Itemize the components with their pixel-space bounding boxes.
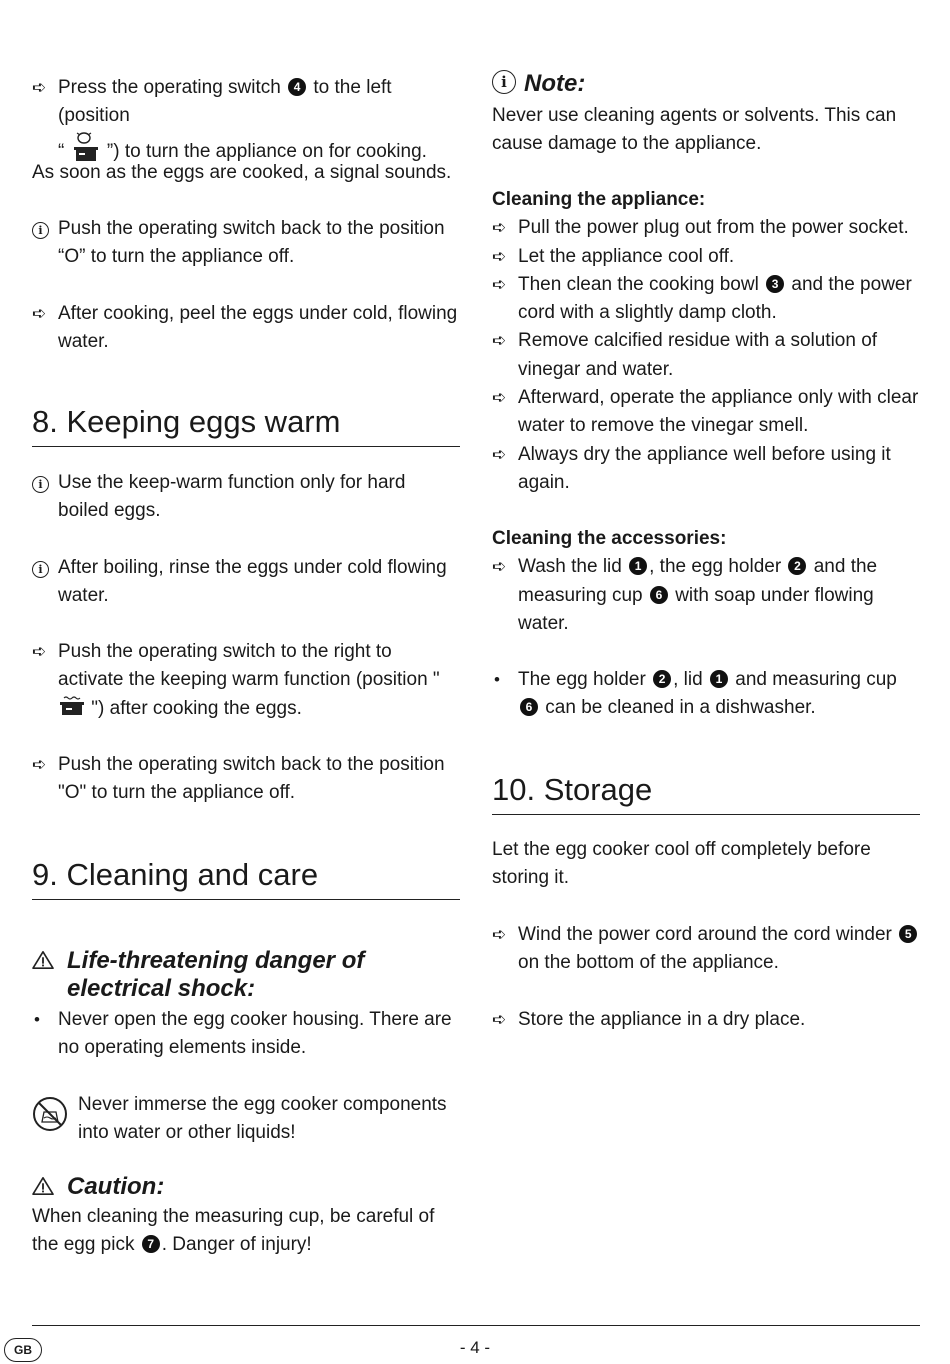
instruction-dry-place: ➪ Store the appliance in a dry place. xyxy=(492,1006,920,1034)
arrow-icon: ➪ xyxy=(492,388,507,408)
arrow-icon: ➪ xyxy=(492,444,507,464)
warning-icon xyxy=(32,1176,54,1196)
keep-warm-position-icon xyxy=(58,695,86,717)
instruction-peel: ➪ After cooking, peel the eggs under cold, flowing water. xyxy=(32,300,460,357)
info-icon: i xyxy=(32,561,49,578)
ref-number: 2 xyxy=(788,557,806,575)
section-heading-8: 8. Keeping eggs warm xyxy=(32,404,460,447)
note-heading: i Note: xyxy=(492,70,920,98)
arrow-icon: ➪ xyxy=(492,557,507,577)
danger-item: • Never open the egg cooker housing. There are no operating elements inside. xyxy=(32,1006,460,1063)
dishwasher-item: • The egg holder 2 , lid 1 and measuring cup 6 can be cleaned in a dishwasher. xyxy=(492,666,920,723)
ref-number: 5 xyxy=(899,925,917,943)
info-keep-warm-hard: i Use the keep-warm function only for hard boiled eggs. xyxy=(32,469,460,526)
footer-divider xyxy=(32,1325,920,1326)
danger-heading: Life-threatening danger of electrical shock: xyxy=(32,947,460,1003)
paragraph-signal: As soon as the eggs are cooked, a signal sounds. xyxy=(32,162,452,183)
arrow-icon: ➪ xyxy=(32,304,47,323)
info-icon: i xyxy=(32,222,49,239)
info-switch-off: i Push the operating switch back to the position “O” to turn the appliance off. xyxy=(32,215,460,272)
arrow-icon: ➪ xyxy=(492,218,507,238)
ref-number: 1 xyxy=(710,670,728,688)
arrow-icon: ➪ xyxy=(32,755,47,774)
ref-number: 2 xyxy=(653,670,671,688)
page-number: - 4 - xyxy=(459,1338,491,1357)
ref-number: 6 xyxy=(650,586,668,604)
ref-number: 1 xyxy=(629,557,647,575)
arrow-icon: ➪ xyxy=(32,642,47,661)
caution-heading: Caution: xyxy=(32,1173,460,1201)
instruction-keep-warm: ➪ Push the operating switch to the right to activate the keeping warm function (position " ") after cooking the eggs. xyxy=(32,638,460,723)
ref-number: 4 xyxy=(288,78,306,96)
arrow-icon: ➪ xyxy=(492,1010,507,1029)
language-badge: GB xyxy=(4,1338,42,1362)
section-heading-10: 10. Storage xyxy=(492,772,920,815)
info-rinse: i After boiling, rinse the eggs under cold flowing water. xyxy=(32,554,460,611)
arrow-icon: ➪ xyxy=(492,274,507,294)
cleaning-appliance-section: Cleaning the appliance: ➪ Pull the power plug out from the power socket. ➪ Let the appliance cool off. ➪ Then clean the cooking bowl 3 and the power cord with a slightly damp cloth. ➪ Remove calcified residue with a solution of vinegar and water. ➪ Afterward, operate the appliance only with clear water to remove the vinegar smell. ➪ Always dry the appliance well before using it again. xyxy=(492,186,920,497)
no-immerse-notice: Never immerse the egg cooker components into water or other liquids! xyxy=(32,1091,460,1148)
arrow-icon: ➪ xyxy=(492,246,507,266)
arrow-icon: ➪ xyxy=(492,925,507,944)
cleaning-accessories-section: Cleaning the accessories: ➪ Wash the lid 1 , the egg holder 2 and the measuring cup 6 with soap under flowing water. xyxy=(492,525,920,638)
arrow-icon: ➪ xyxy=(32,78,47,97)
ref-number: 7 xyxy=(142,1235,160,1253)
subheading: Cleaning the accessories: xyxy=(492,528,727,549)
ref-number: 3 xyxy=(766,275,784,293)
section-heading-9: 9. Cleaning and care xyxy=(32,857,460,900)
ref-number: 6 xyxy=(520,698,538,716)
arrow-icon: ➪ xyxy=(492,331,507,351)
bullet: • xyxy=(34,1010,40,1029)
warning-icon xyxy=(32,950,54,970)
subheading: Cleaning the appliance: xyxy=(492,189,706,210)
storage-intro: Let the egg cooker cool off completely before storing it. xyxy=(492,839,871,889)
note-text: Never use cleaning agents or solvents. This can cause damage to the appliance. xyxy=(492,105,897,155)
instruction-cord-winder: ➪ Wind the power cord around the cord winder 5 on the bottom of the appliance. xyxy=(492,921,920,978)
caution-text: When cleaning the measuring cup, be careful of the egg pick 7 . Danger of injury! xyxy=(32,1206,435,1256)
no-immersion-icon xyxy=(32,1096,68,1132)
instruction-switch-on: ➪ Press the operating switch 4 to the left (position “ ”) to turn the appliance on for cooking. xyxy=(32,74,460,166)
bullet: • xyxy=(494,670,500,689)
info-icon: i xyxy=(32,476,49,493)
info-icon: i xyxy=(492,70,516,94)
instruction-switch-off: ➪ Push the operating switch back to the position "O" to turn the appliance off. xyxy=(32,751,460,808)
